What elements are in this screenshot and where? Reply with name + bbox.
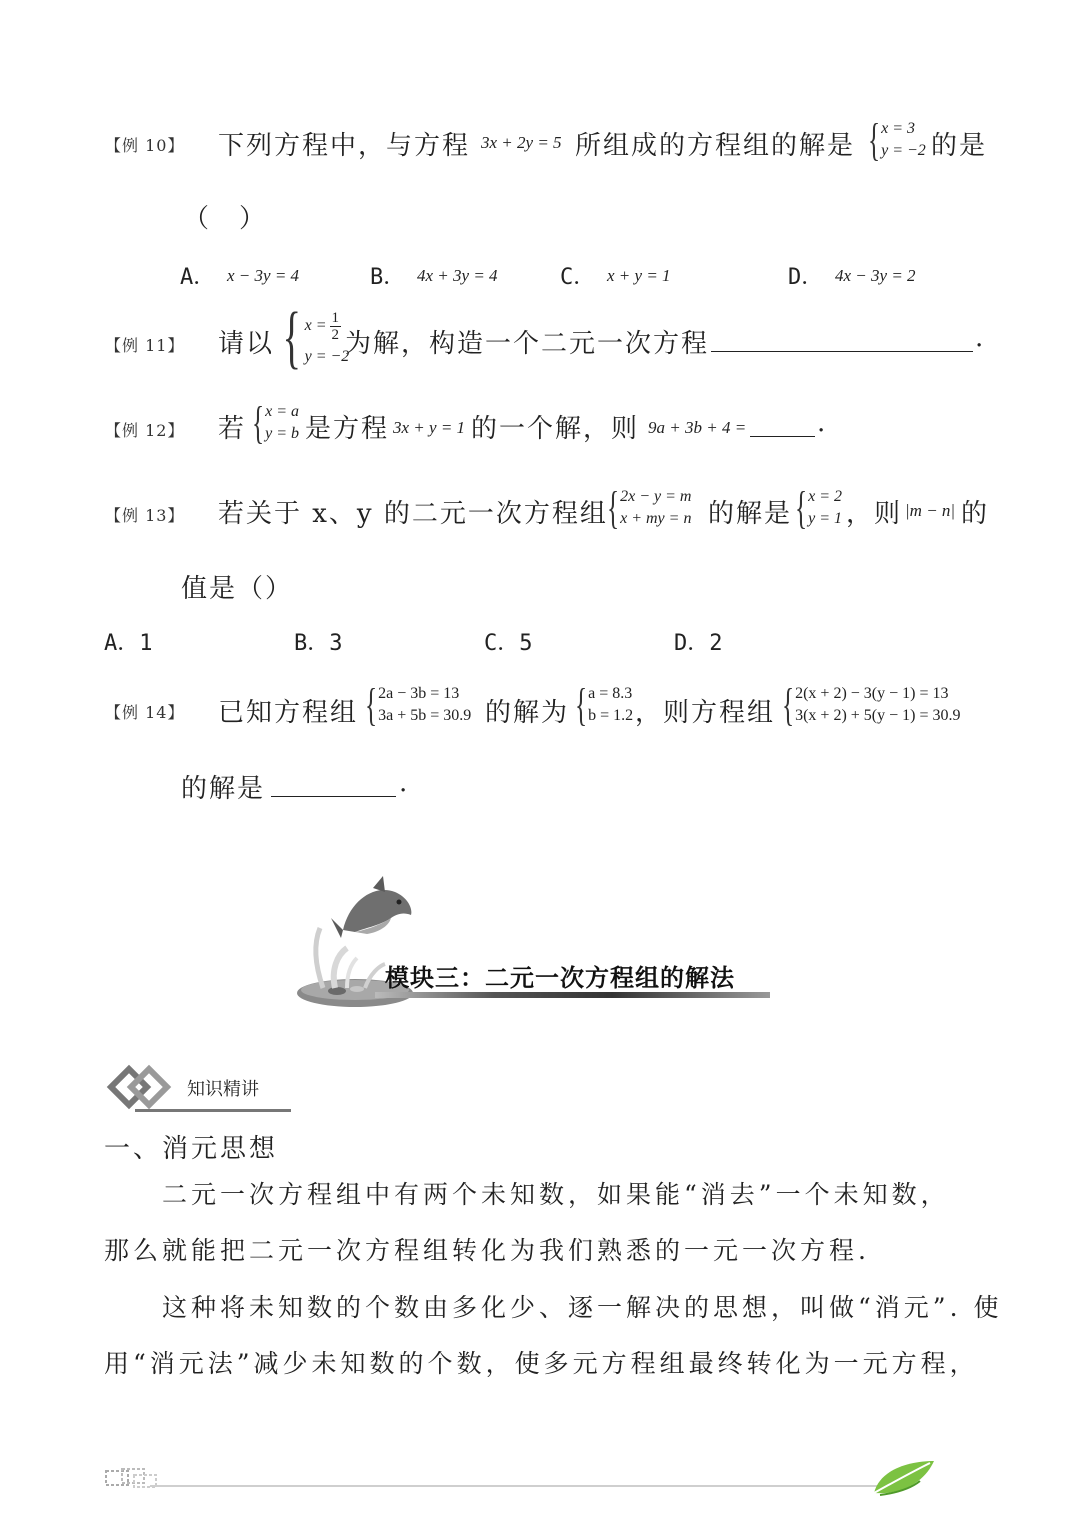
- brush-underline: [375, 992, 770, 998]
- choices-13: [104, 626, 804, 658]
- question-text: 所组成的方程组的解是: [575, 131, 856, 161]
- fraction-numerator: 1: [331, 309, 340, 326]
- paragraph-line: 用“消元法”减少未知数的个数，使多元方程组最终转化为一元方程，: [104, 1349, 979, 1378]
- brace-icon: {: [282, 299, 302, 376]
- system-line: x + my = n: [620, 510, 692, 527]
- section-heading: 一、消元思想: [104, 1134, 279, 1164]
- system-line: y = 1: [808, 510, 842, 527]
- system-line: 2(x + 2) − 3(y − 1) = 13: [795, 685, 949, 702]
- answer-blank: [711, 325, 973, 352]
- choice-label: B．: [370, 265, 406, 290]
- question-text: 值是（）: [181, 574, 294, 604]
- question-text: 的一个解，则: [471, 414, 640, 444]
- system-line: 3(x + 2) + 5(y − 1) = 30.9: [795, 707, 961, 724]
- solution-system: [790, 482, 842, 533]
- equation: 3x + y = 1: [393, 418, 466, 437]
- answer-line: [181, 768, 481, 804]
- answer-paren: （ ）: [183, 204, 268, 234]
- system-line: 2x − y = m: [620, 488, 692, 505]
- question-text: 的是: [931, 131, 988, 161]
- question-text: 的解是: [181, 774, 266, 804]
- example-tag: 【例 11】: [105, 336, 185, 355]
- knowledge-header: [105, 1063, 295, 1115]
- footer: [100, 1455, 940, 1500]
- x-lhs: x =: [304, 317, 327, 334]
- example-tag: 【例 14】: [105, 703, 185, 722]
- period: .: [975, 323, 986, 353]
- paragraph-line: 二元一次方程组中有两个未知数，如果能“消去”一个未知数，: [162, 1180, 950, 1209]
- example-12: [105, 397, 1005, 460]
- question-text: ，则: [846, 499, 903, 529]
- equation-system: [602, 482, 692, 533]
- system-line: y = −2: [304, 347, 350, 365]
- choice-label: D．: [788, 265, 824, 290]
- paragraph-line: 那么就能把二元一次方程组转化为我们熟悉的一元一次方程.: [104, 1236, 870, 1265]
- answer-blank: [750, 414, 815, 437]
- module-title: 模块三：二元一次方程组的解法: [385, 964, 735, 992]
- solution-system: [863, 114, 926, 165]
- answer-blank: [271, 772, 396, 797]
- choice: C．5: [484, 631, 533, 656]
- choice-label: A．: [180, 265, 216, 290]
- system-line: a = 8.3: [588, 685, 633, 702]
- question-text: 为解，构造一个二元一次方程: [345, 329, 710, 359]
- question-text: 若关于 x、y 的二元一次方程组: [218, 499, 608, 529]
- example-tag: 【例 12】: [105, 421, 185, 440]
- solution-system: [247, 397, 299, 448]
- brace-icon: {: [781, 679, 795, 730]
- choice: B．3: [294, 631, 343, 656]
- example-13: [105, 483, 1005, 543]
- example-11: [105, 299, 1005, 383]
- choices-10: [180, 258, 1000, 294]
- equation-system: [777, 679, 961, 730]
- period: .: [399, 768, 410, 798]
- choice-equation: x − 3y = 4: [227, 266, 300, 285]
- absolute-value: |m − n|: [905, 501, 956, 520]
- system-line: [305, 310, 350, 343]
- brace-icon: {: [867, 114, 881, 165]
- system-line: 2a − 3b = 13: [378, 685, 460, 702]
- brace-icon: {: [251, 397, 265, 448]
- system-line: y = b: [265, 425, 299, 442]
- question-text: 的解为: [485, 698, 570, 728]
- example-tag: 【例 10】: [105, 136, 185, 155]
- leaf-icon: [870, 1457, 938, 1497]
- brace-icon: {: [794, 482, 808, 533]
- system-line: x = 2: [808, 488, 842, 505]
- footer-line: [150, 1485, 895, 1487]
- example-10: [105, 115, 1005, 175]
- header-underline: [135, 1109, 291, 1112]
- equation-system: [360, 679, 472, 730]
- example-tag: 【例 13】: [105, 506, 185, 525]
- expression: 9a + 3b + 4 =: [648, 418, 747, 437]
- question-text: 请以: [218, 329, 275, 359]
- example-14: [105, 680, 1005, 740]
- question-text: ，则方程组: [635, 698, 776, 728]
- footer-logo-icon: [104, 1465, 160, 1491]
- knowledge-icon: [105, 1063, 175, 1113]
- fraction: [330, 310, 342, 343]
- question-text: 的: [961, 499, 990, 529]
- equation: 3x + 2y = 5: [481, 133, 562, 152]
- system-line: b = 1.2: [588, 707, 634, 724]
- choice-equation: 4x + 3y = 4: [417, 266, 498, 285]
- knowledge-label: 知识精讲: [187, 1079, 259, 1100]
- solution-system: [275, 299, 350, 376]
- paragraph-line: 这种将未知数的个数由多化少、逐一解决的思想，叫做“消元”. 使: [162, 1293, 1003, 1322]
- choice: A．1: [104, 631, 153, 656]
- question-text: 下列方程中，与方程: [218, 131, 471, 161]
- brace-icon: {: [606, 482, 620, 533]
- choice-equation: 4x − 3y = 2: [835, 266, 916, 285]
- choice-label: C．: [560, 265, 596, 290]
- brace-icon: {: [364, 679, 378, 730]
- period: .: [817, 408, 828, 438]
- question-text: 的解是: [708, 499, 793, 529]
- brace-icon: {: [574, 679, 588, 730]
- module-banner: [295, 870, 775, 1010]
- system-line: y = −2: [881, 142, 926, 159]
- question-text: 已知方程组: [218, 698, 359, 728]
- system-line: x = 3: [881, 120, 915, 137]
- system-line: x = a: [265, 403, 299, 420]
- choice-equation: x + y = 1: [607, 266, 671, 285]
- fraction-denominator: 2: [331, 326, 340, 343]
- solution-system: [570, 679, 634, 730]
- choice: D．2: [674, 631, 723, 656]
- question-text: 是方程: [305, 414, 390, 444]
- question-text: 若: [218, 414, 247, 444]
- system-line: 3a + 5b = 30.9: [378, 707, 472, 724]
